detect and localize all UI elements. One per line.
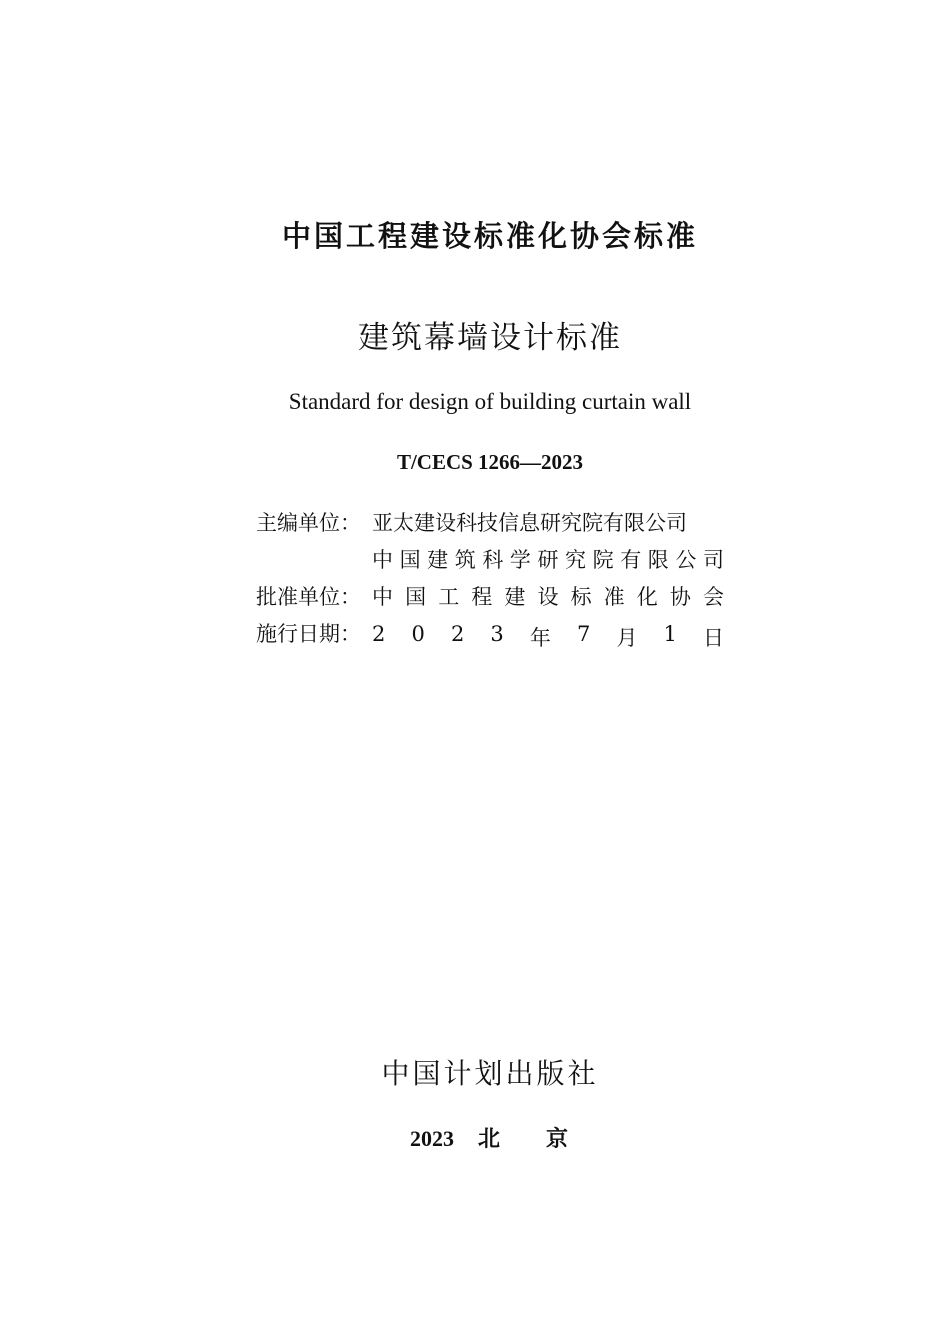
text-char: 有 (620, 548, 642, 572)
date-char: 月 (616, 626, 638, 650)
date-char: 1 (663, 622, 677, 646)
standard-code: T/CECS 1266—2023 (396, 450, 584, 474)
approval-char: 建 (504, 585, 526, 609)
chief-editors-row (256, 507, 724, 544)
date-char: 2 (450, 622, 465, 646)
effective-date-value (372, 622, 724, 652)
text-char: 司 (702, 548, 724, 572)
chief-editor-1: 亚太建设科技信息研究院有限公司 (372, 511, 687, 535)
approval-char: 中 (372, 585, 393, 609)
date-char: 7 (576, 622, 591, 646)
text-char: 限 (647, 548, 669, 572)
effective-date-row (256, 618, 724, 655)
text-char: 筑 (454, 548, 476, 572)
text-char: 科 (482, 548, 504, 572)
publication-info (410, 1122, 568, 1153)
approval-char: 标 (570, 585, 592, 609)
text-char: 国 (399, 548, 421, 572)
approval-char: 化 (636, 585, 658, 609)
approval-label: 批准单位： (256, 585, 361, 609)
city-char: 京 (546, 1126, 569, 1151)
text-char: 研 (537, 548, 559, 572)
approval-char: 协 (669, 585, 691, 609)
date-char: 3 (490, 622, 504, 646)
text-char: 中 (372, 548, 393, 572)
text-char: 公 (675, 548, 697, 572)
publication-city (478, 1126, 568, 1151)
date-char: 年 (529, 626, 551, 650)
publication-year: 2023 (410, 1126, 454, 1151)
chief-editors-label: 主编单位： (256, 511, 361, 535)
text-char: 建 (427, 548, 449, 572)
approval-char: 国 (405, 585, 427, 609)
organization-title: 中国工程建设标准化协会标准 (281, 219, 698, 253)
chief-editor-2 (372, 544, 724, 574)
date-char: 日 (703, 626, 724, 650)
approval-char: 程 (471, 585, 493, 609)
publisher-name: 中国计划出版社 (381, 1057, 599, 1090)
approval-value (372, 581, 724, 611)
approval-char: 准 (603, 585, 625, 609)
document-title: 建筑幕墙设计标准 (358, 320, 622, 356)
effective-date-label: 施行日期： (256, 622, 361, 646)
approval-row (256, 581, 724, 618)
english-title: Standard for design of building curtain wall (288, 389, 692, 414)
text-char: 院 (592, 548, 614, 572)
info-table (256, 507, 724, 655)
date-char: 0 (411, 622, 425, 646)
approval-char: 设 (537, 585, 559, 609)
text-char: 学 (509, 548, 531, 572)
date-char: 2 (372, 622, 386, 646)
approval-char: 会 (702, 585, 724, 609)
approval-char: 工 (438, 585, 460, 609)
text-char: 究 (565, 548, 587, 572)
chief-editors-row-2 (256, 544, 724, 581)
city-char: 北 (478, 1126, 501, 1151)
